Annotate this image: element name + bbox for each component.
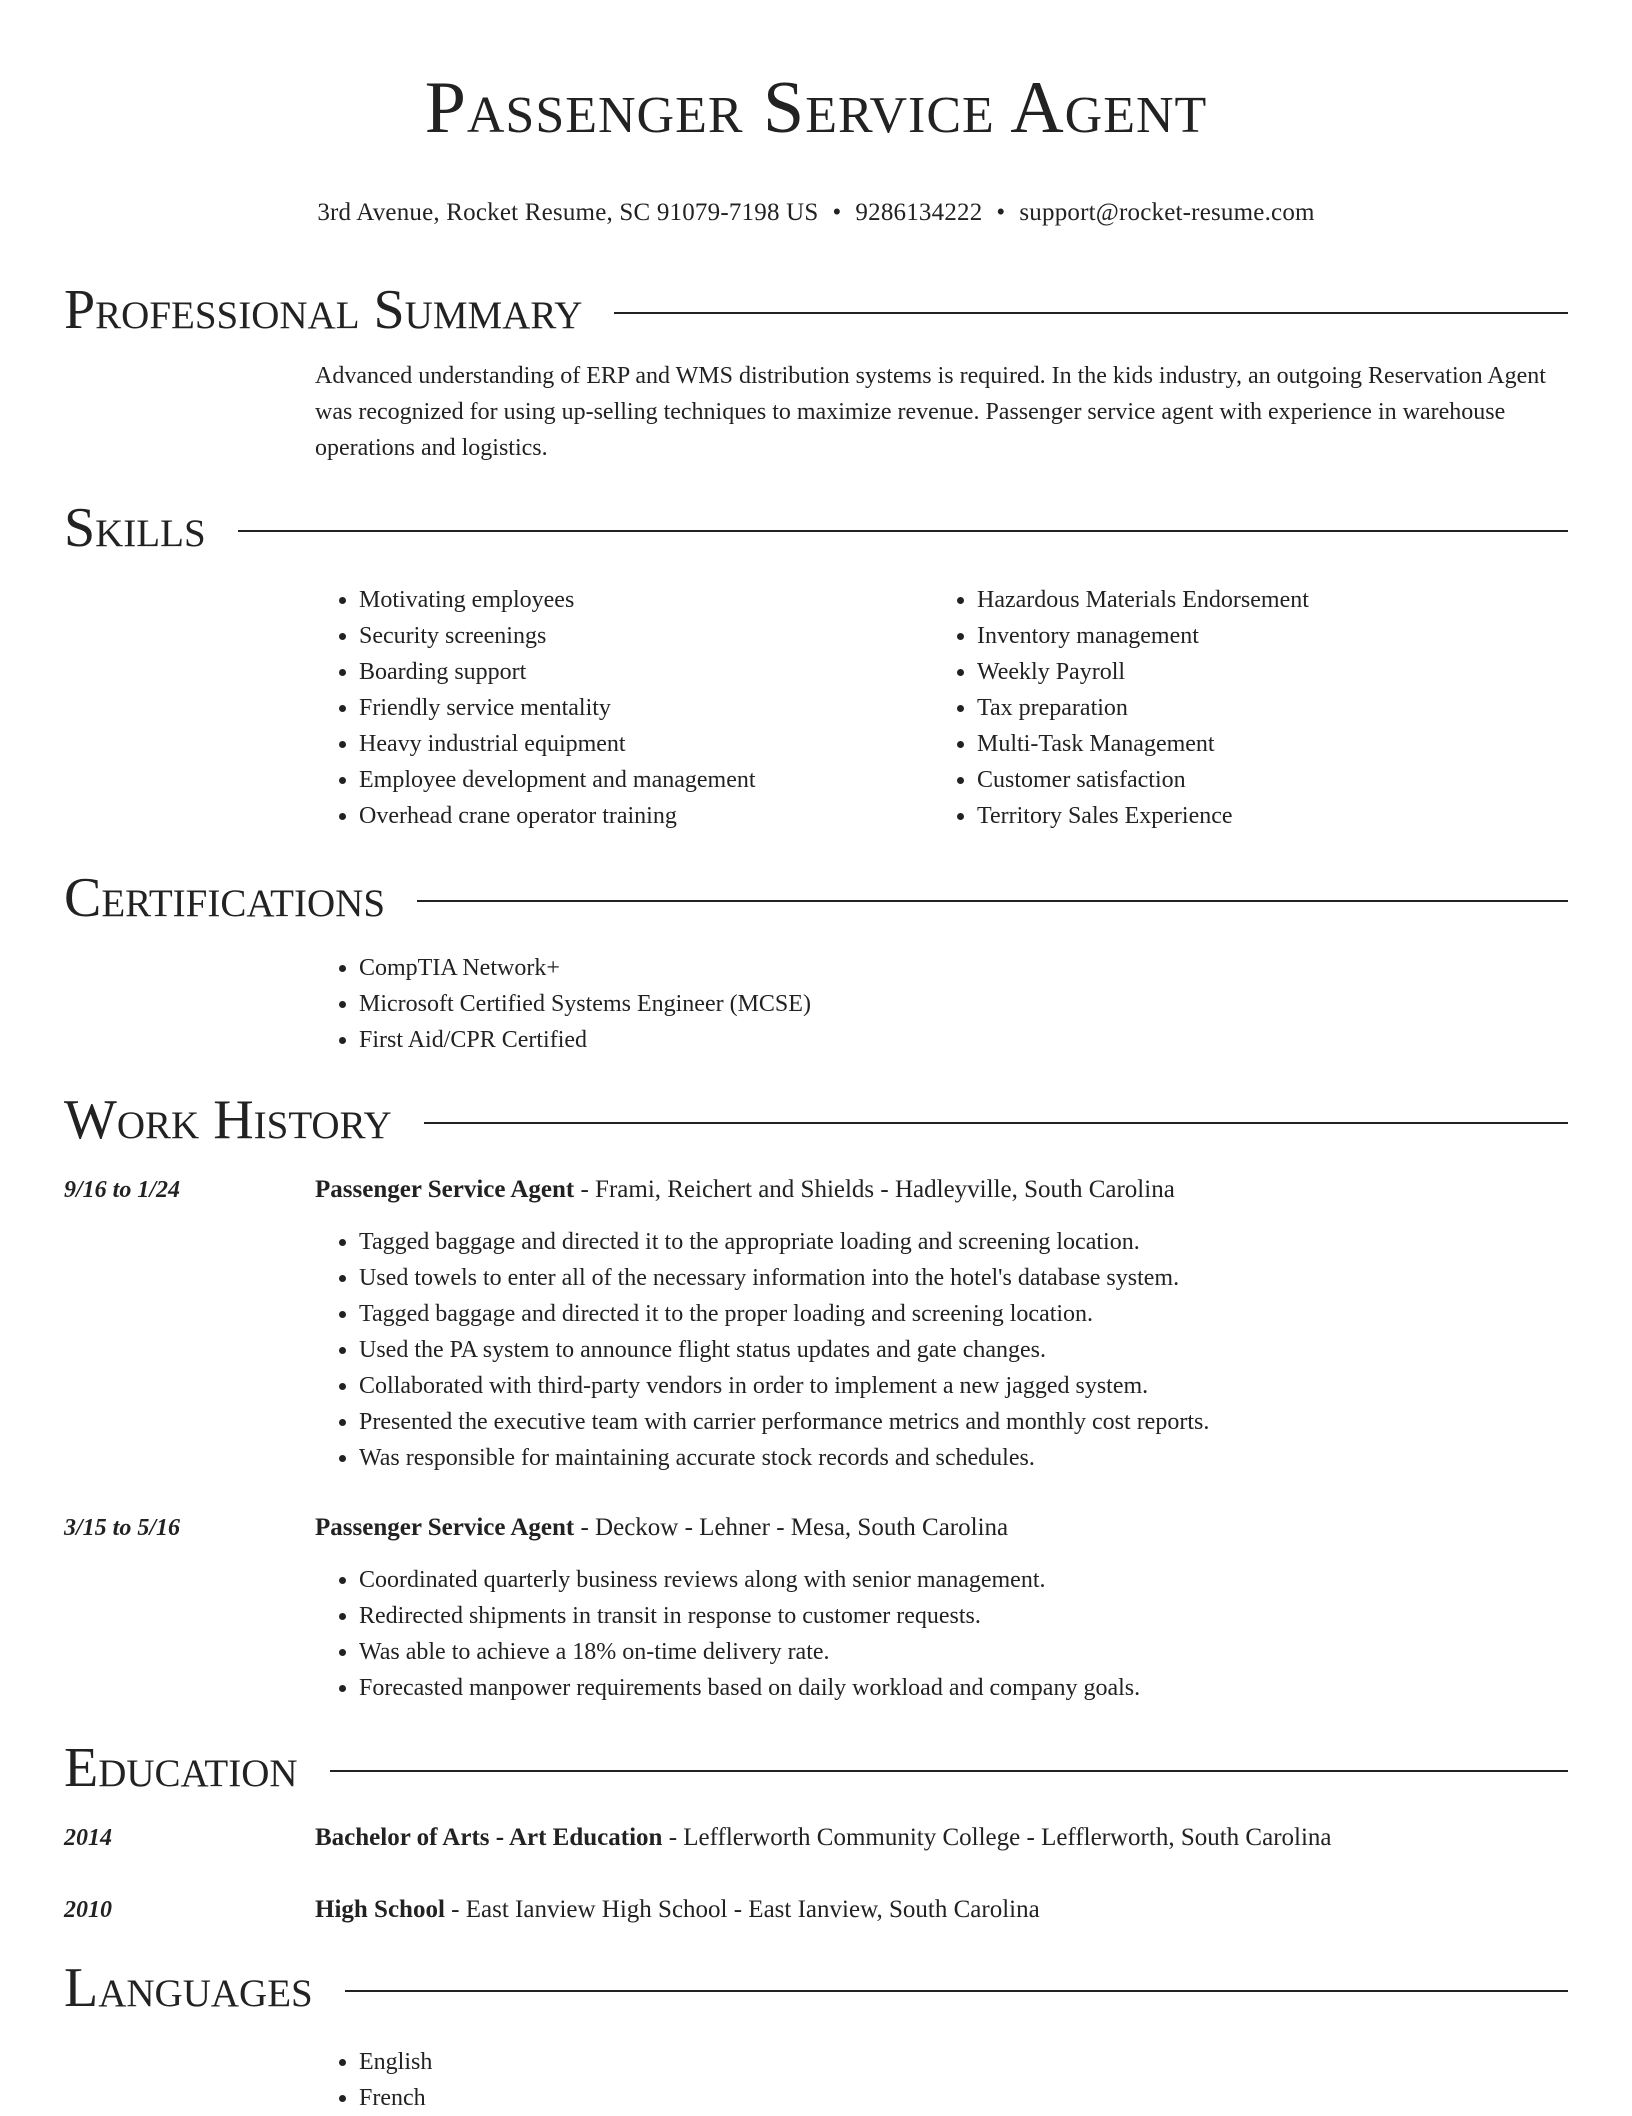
job-entry	[64, 1172, 1568, 1476]
section-header	[64, 1086, 1568, 1154]
contact-phone: 9286134222	[855, 199, 983, 226]
contact-separator: •	[832, 199, 842, 226]
education-heading	[315, 1820, 1568, 1856]
certification-item: • CompTIA Network+	[359, 950, 1568, 986]
skills-column-left	[315, 582, 933, 834]
resume-name: Passenger Service Agent	[424, 67, 1208, 149]
contact-address: 3rd Avenue, Rocket Resume, SC 91079-7198 US	[317, 199, 819, 226]
job-details: - Frami, Reichert and Shields - Hadleyville, South Carolina	[574, 1176, 1175, 1203]
language-item: • French	[359, 2080, 1568, 2116]
skill-item: • Overhead crane operator training	[359, 798, 933, 834]
languages-title: Languages	[64, 1957, 313, 2019]
summary-body	[315, 358, 1568, 466]
job-entry	[64, 1510, 1568, 1706]
job-bullet: • Was able to achieve a 18% on-time delivery rate.	[359, 1634, 1568, 1670]
job-details: - Deckow - Lehner - Mesa, South Carolina	[574, 1514, 1009, 1541]
job-heading	[315, 1172, 1568, 1208]
skill-item: • Boarding support	[359, 654, 933, 690]
section-header	[64, 276, 1568, 344]
skill-item: • Weekly Payroll	[977, 654, 1551, 690]
skill-item: • Friendly service mentality	[359, 690, 933, 726]
skill-item: • Inventory management	[977, 618, 1551, 654]
section-divider	[345, 1990, 1568, 1992]
skill-item: • Tax preparation	[977, 690, 1551, 726]
job-bullet: • Was responsible for maintaining accurate stock records and schedules.	[359, 1440, 1568, 1476]
job-bullet: • Collaborated with third-party vendors in order to implement a new jagged system.	[359, 1368, 1568, 1404]
skill-item: • Motivating employees	[359, 582, 933, 618]
skill-item: • Customer satisfaction	[977, 762, 1551, 798]
work-history-section	[64, 1086, 1568, 1706]
contact-email: support@rocket-resume.com	[1019, 199, 1315, 226]
section-divider	[330, 1770, 1568, 1772]
education-year: 2010	[64, 1897, 112, 1923]
section-header	[64, 1954, 1568, 2022]
section-header	[64, 864, 1568, 932]
job-title: Passenger Service Agent	[315, 1176, 575, 1203]
education-year: 2014	[64, 1825, 112, 1851]
job-bullet: • Used the PA system to announce flight status updates and gate changes.	[359, 1332, 1568, 1368]
job-bullet: • Redirected shipments in transit in response to customer requests.	[359, 1598, 1568, 1634]
language-item: • English	[359, 2044, 1568, 2080]
skill-item: • Heavy industrial equipment	[359, 726, 933, 762]
section-divider	[417, 900, 1568, 902]
skill-item: • Employee development and management	[359, 762, 933, 798]
job-bullet: • Forecasted manpower requirements based on daily workload and company goals.	[359, 1670, 1568, 1706]
skill-item: • Security screenings	[359, 618, 933, 654]
job-bullets	[315, 1562, 1568, 1706]
skills-section	[64, 494, 1568, 834]
certifications-body	[315, 950, 1568, 1058]
education-degree: High School	[315, 1896, 445, 1923]
certifications-section	[64, 864, 1568, 1058]
job-bullet: • Presented the executive team with carrier performance metrics and monthly cost reports.	[359, 1404, 1568, 1440]
skill-item: • Territory Sales Experience	[977, 798, 1551, 834]
certification-item: • Microsoft Certified Systems Engineer (MCSE)	[359, 986, 1568, 1022]
education-details: - Lefflerworth Community College - Lefflerworth, South Carolina	[662, 1824, 1332, 1851]
section-divider	[614, 312, 1568, 314]
education-degree: Bachelor of Arts - Art Education	[315, 1824, 663, 1851]
section-header	[64, 1734, 1568, 1802]
skill-item: • Multi-Task Management	[977, 726, 1551, 762]
job-bullet: • Tagged baggage and directed it to the proper loading and screening location.	[359, 1296, 1568, 1332]
education-section	[64, 1734, 1568, 1928]
languages-body	[315, 2044, 1568, 2116]
section-divider	[238, 530, 1568, 532]
contact-line	[64, 196, 1568, 230]
section-header	[64, 494, 1568, 562]
education-title: Education	[64, 1737, 298, 1799]
summary-section	[64, 276, 1568, 466]
summary-text: Advanced understanding of ERP and WMS distribution systems is required. In the kids industry, an outgoing Reservation Agent was recognized for using up-selling techniques to maximize revenue. Passenger service agent with experience in warehouse operations and logistics.	[315, 363, 1546, 461]
job-bullet: • Used towels to enter all of the necessary information into the hotel's database system.	[359, 1260, 1568, 1296]
section-divider	[424, 1122, 1568, 1124]
skills-body	[315, 582, 1568, 834]
job-bullet: • Tagged baggage and directed it to the appropriate loading and screening location.	[359, 1224, 1568, 1260]
work-history-title: Work History	[64, 1089, 392, 1151]
job-title: Passenger Service Agent	[315, 1514, 575, 1541]
education-entry	[64, 1820, 1568, 1856]
job-heading	[315, 1510, 1568, 1546]
skills-column-right	[933, 582, 1551, 834]
education-entry	[64, 1892, 1568, 1928]
education-details: - East Ianview High School - East Ianview, South Carolina	[444, 1896, 1040, 1923]
languages-section	[64, 1954, 1568, 2116]
job-dates: 3/15 to 5/16	[64, 1515, 181, 1541]
certification-item: • First Aid/CPR Certified	[359, 1022, 1568, 1058]
skills-title: Skills	[64, 497, 206, 559]
certifications-title: Certifications	[64, 867, 386, 929]
job-bullet: • Coordinated quarterly business reviews along with senior management.	[359, 1562, 1568, 1598]
education-heading	[315, 1892, 1568, 1928]
job-bullets	[315, 1224, 1568, 1476]
summary-title: Professional Summary	[64, 279, 583, 341]
skill-item: • Hazardous Materials Endorsement	[977, 582, 1551, 618]
contact-separator: •	[996, 199, 1006, 226]
job-dates: 9/16 to 1/24	[64, 1177, 181, 1203]
